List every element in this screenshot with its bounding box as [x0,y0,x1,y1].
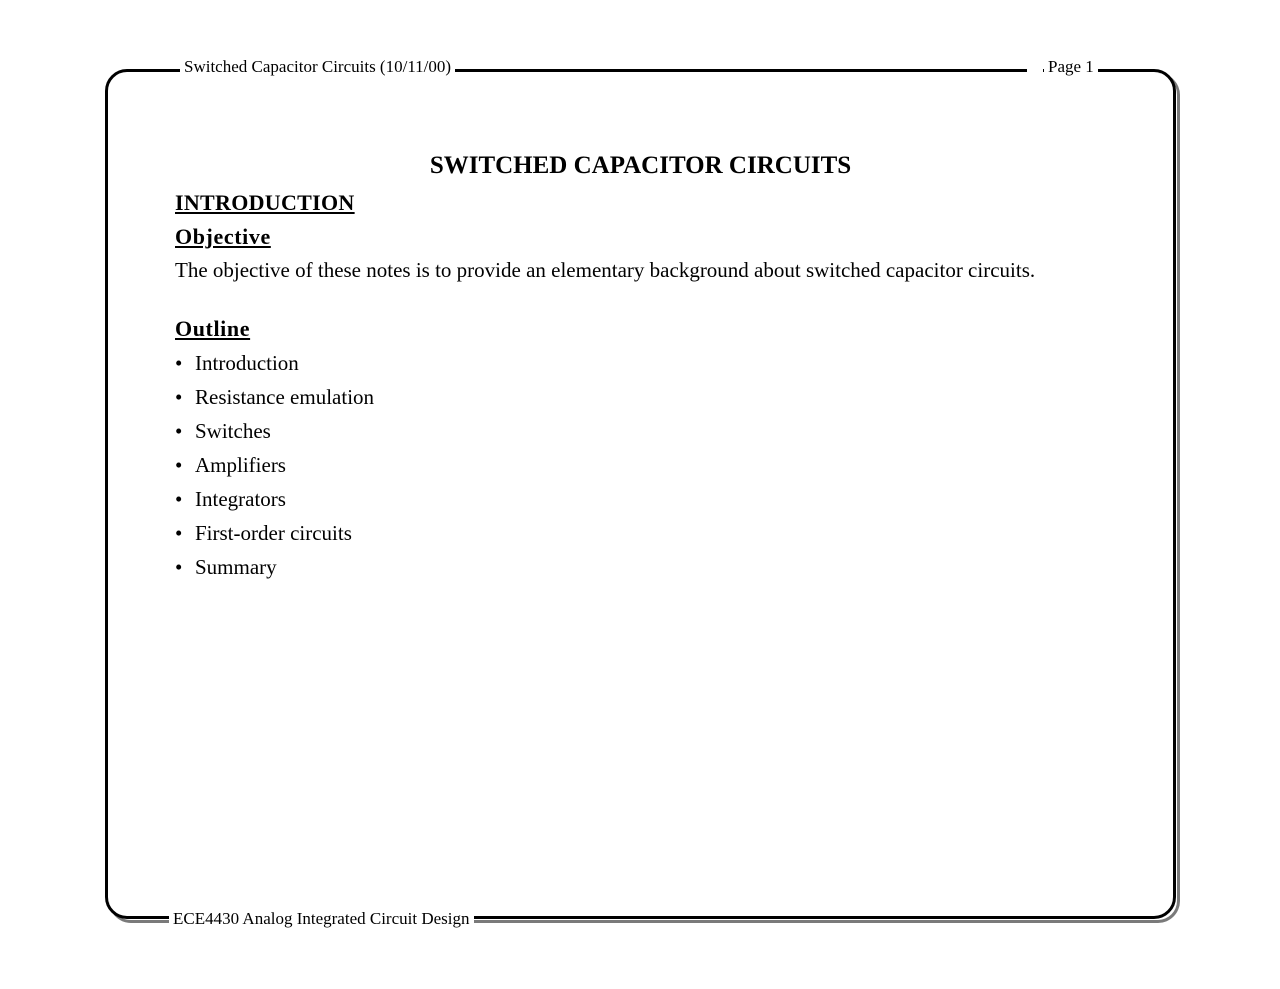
objective-paragraph: The objective of these notes is to provide an elementary background about switched capacitor circuits. [175,258,1036,282]
bullet-icon: • [175,555,183,579]
bullet-icon: • [175,385,183,409]
page-title: SWITCHED CAPACITOR CIRCUITS [429,152,852,179]
outline-item [175,554,374,588]
bullet-icon: • [175,521,183,545]
outline-item-label: Resistance emulation [195,385,375,409]
outline-item [175,418,374,452]
outline-item [175,350,374,384]
outline-item-label: Summary [195,555,277,579]
objective-heading: Objective [175,224,271,249]
header-gap [1027,57,1043,77]
outline-item [175,520,374,554]
header-left-text: Switched Capacitor Circuits (10/11/00) [180,57,455,77]
bullet-icon: • [175,419,183,443]
outline-item [175,384,374,418]
outline-heading: Outline [175,316,251,341]
bullet-icon: • [175,453,183,477]
outline-item-label: Switches [195,419,271,443]
bullet-icon: • [175,351,183,375]
outline-item-label: First-order circuits [195,521,352,545]
outline-item [175,452,374,486]
outline-item-label: Introduction [195,351,299,375]
bullet-icon: • [175,487,183,511]
outline-list [175,350,374,588]
outline-item [175,486,374,520]
page-number: Page 1 [1044,57,1098,77]
introduction-heading: INTRODUCTION [175,190,355,215]
outline-item-label: Amplifiers [195,453,286,477]
footer-text: ECE4430 Analog Integrated Circuit Design [169,909,474,929]
outline-item-label: Integrators [195,487,286,511]
